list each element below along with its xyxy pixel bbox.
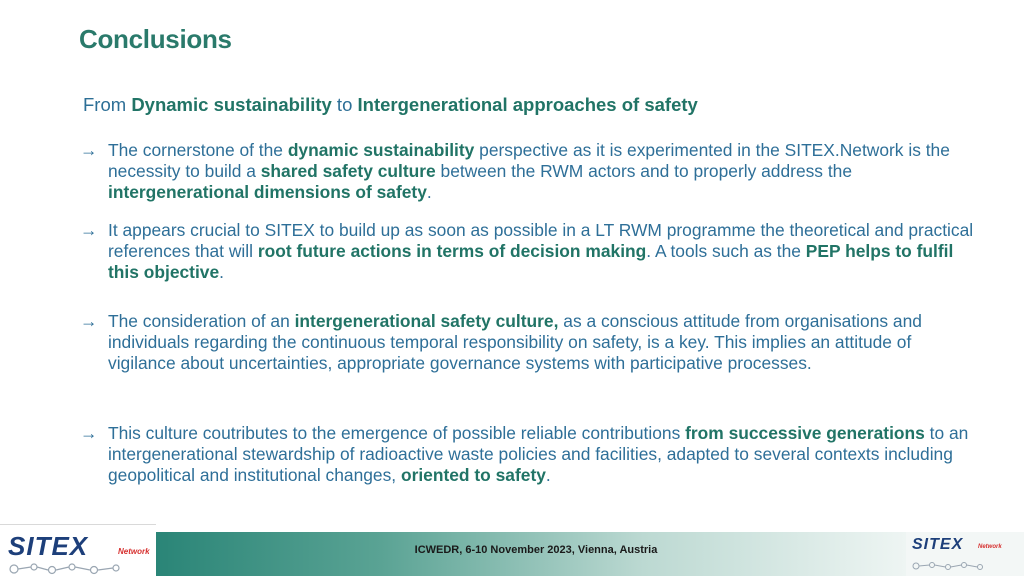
- subtitle-prefix: From: [83, 94, 132, 115]
- slide-subtitle: [83, 94, 698, 116]
- bullet-emphasis: PEP helps to fulfil this objective: [108, 240, 954, 282]
- bullet-segment: . A tools such as the: [646, 240, 806, 261]
- logo-wordmark-small: SITEX: [912, 536, 964, 553]
- bullet-segment: to an intergenerational stewardship of radioactive waste policies and facilities, adapted to several contexts including geopolitical and institutional changes,: [108, 423, 969, 485]
- logo-network-label: Network: [118, 547, 150, 556]
- logo-network-label-small: Network: [978, 544, 1002, 550]
- arrow-right-icon: →: [80, 220, 98, 240]
- bullet-segment: The consideration of an: [108, 311, 295, 331]
- arrow-right-icon: →: [80, 311, 98, 331]
- bullet-segment: between the RWM actors and to properly address the: [435, 160, 853, 181]
- bullet-emphasis: from successive generations: [685, 423, 925, 443]
- bullet-text: [108, 311, 980, 373]
- slide-footer: [0, 524, 1024, 576]
- bullet-segment: .: [219, 261, 224, 282]
- bullet-emphasis: dynamic sustainability: [287, 140, 475, 160]
- subtitle-middle: to: [331, 94, 358, 115]
- bullet-item: [80, 140, 980, 202]
- sitex-logo-right: [906, 532, 1024, 576]
- bullet-text: [108, 140, 980, 202]
- bullet-segment: The cornerstone of the: [108, 140, 288, 160]
- sitex-logo-left: [0, 524, 156, 577]
- bullet-emphasis: intergenerational safety culture,: [294, 311, 559, 331]
- arrow-right-icon: →: [80, 140, 98, 160]
- bullet-segment: perspective as it is experimented in the SITEX.Network is the necessity to build a: [108, 140, 950, 181]
- bullet-text: [108, 220, 980, 282]
- bullet-segment: It appears crucial to SITEX to build up as soon as possible in a LT RWM programme the theoretical and practical references that will: [108, 220, 974, 261]
- bullet-text: [108, 423, 980, 485]
- bullet-segment: as a conscious attitude from organisations and individuals regarding the continuous temporal responsibility on safety, is a key. This implies an attitude of vigilance about uncertainties, appropriate governance systems with participative processes.: [108, 311, 922, 373]
- footer-event-text: ICWEDR, 6-10 November 2023, Vienna, Austria: [414, 544, 658, 556]
- slide-title: Conclusions: [79, 24, 232, 54]
- subtitle-term-intergenerational: Intergenerational approaches of safety: [357, 94, 698, 115]
- bullet-emphasis: shared safety culture: [260, 160, 436, 181]
- bullet-segment: This culture coutributes to the emergence of possible reliable contributions: [108, 423, 686, 443]
- subtitle-term-dynamic-sustainability: Dynamic sustainability: [131, 94, 332, 115]
- bullet-item: [80, 423, 980, 485]
- bullet-segment: .: [545, 464, 551, 485]
- bullet-segment: .: [426, 181, 432, 202]
- bullet-emphasis: intergenerational dimensions of safety: [108, 181, 427, 202]
- bullet-emphasis: root future actions in terms of decision making: [257, 240, 647, 261]
- arrow-right-icon: →: [80, 423, 98, 443]
- logo-wordmark: SITEX: [8, 531, 89, 561]
- bullet-item: [80, 311, 980, 373]
- bullet-item: [80, 220, 980, 282]
- bullet-emphasis: oriented to safety: [400, 464, 546, 485]
- footer-band: [156, 532, 906, 576]
